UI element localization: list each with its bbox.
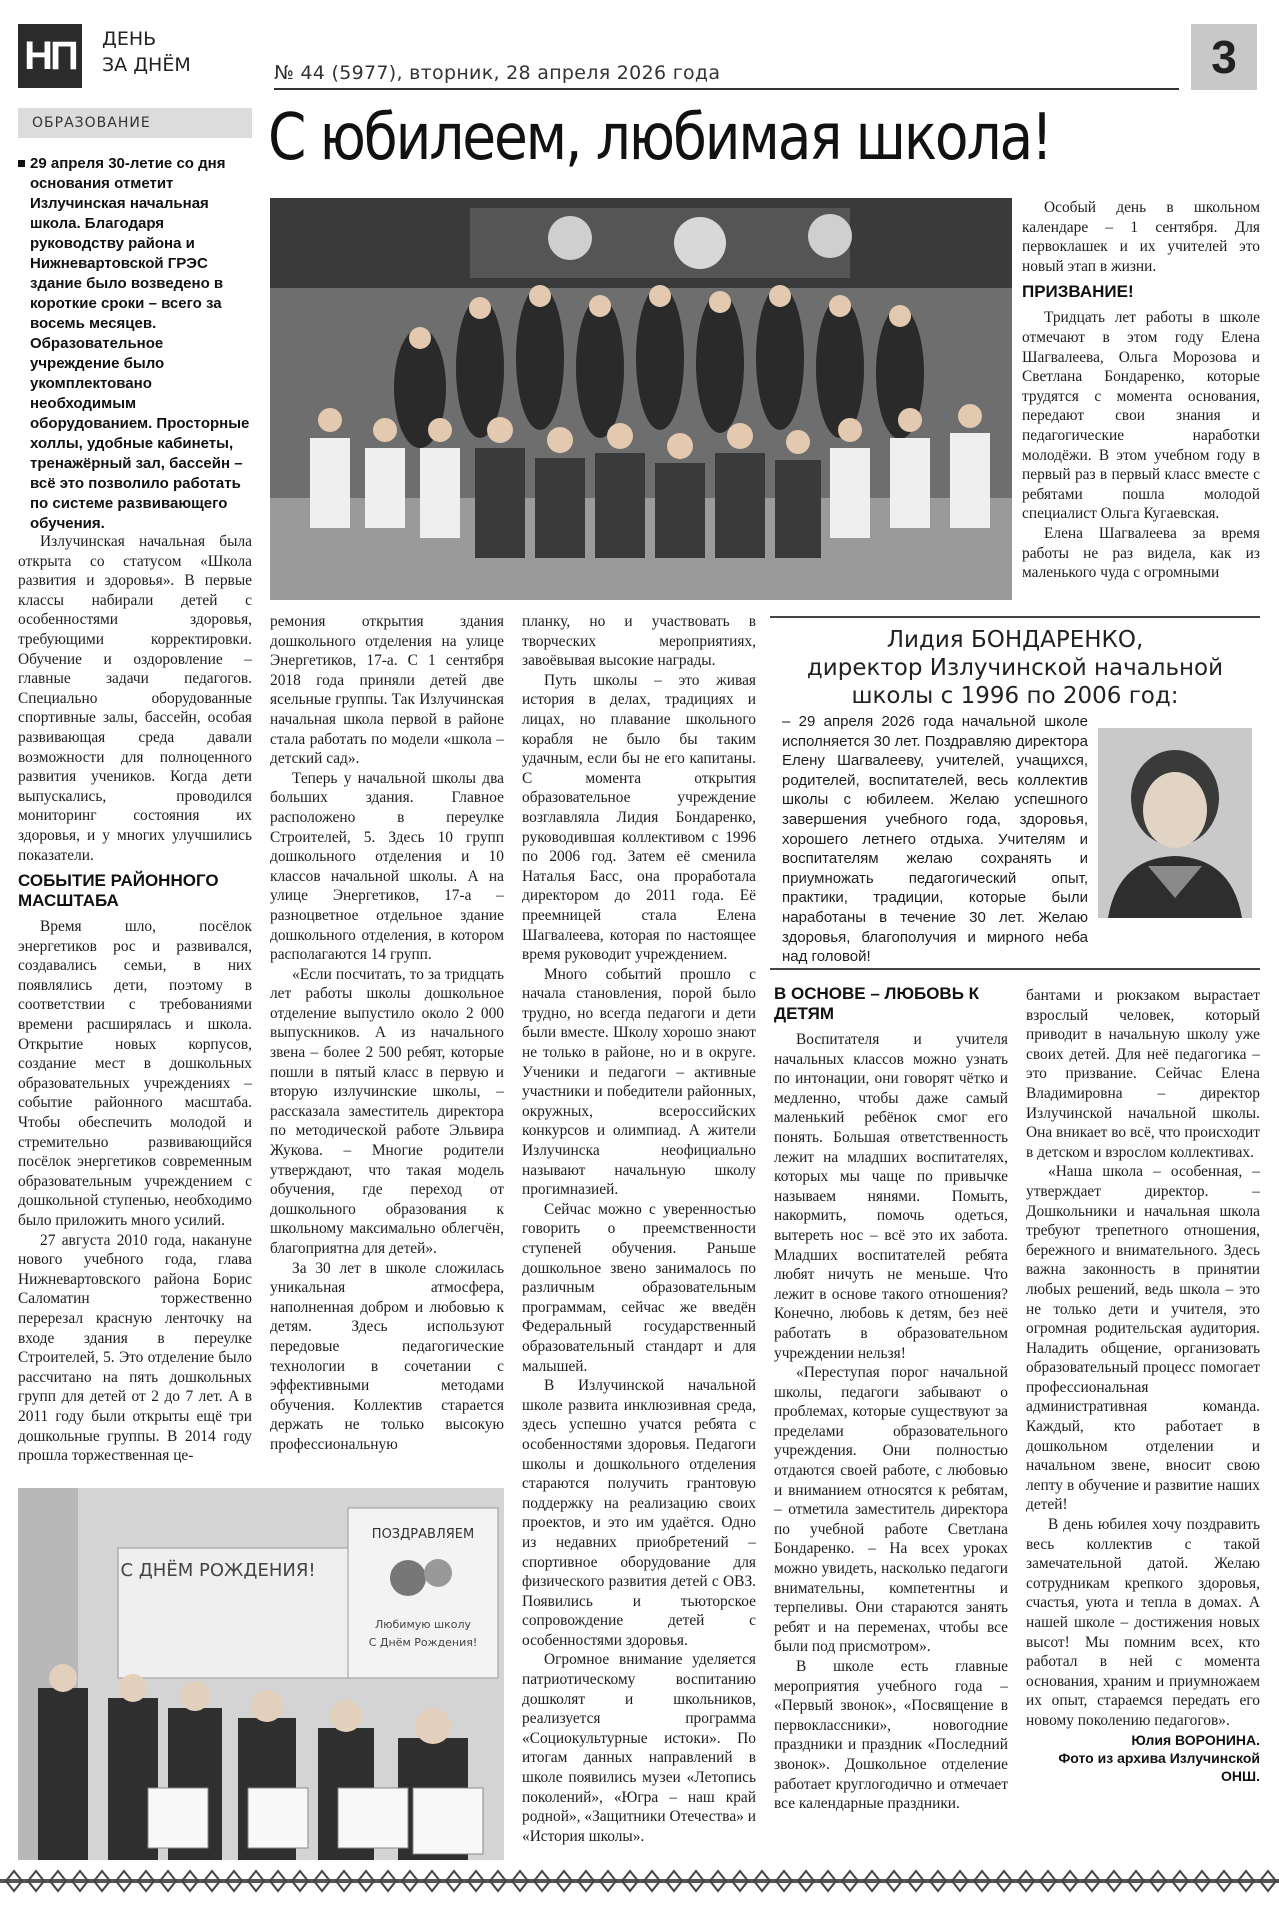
paragraph: бантами и рюкзаком вырастает взрослый человек, который приводит в начальную школу уже своих детей. Для неё педагогика – это призвание. Сейчас Елена Владимировна – директор Излучинской начальной школы. Она вникает во всё, что происходит в детском и взрослом коллективах. (1026, 987, 1260, 1161)
main-photo (270, 198, 1012, 600)
column-5-bottom (1026, 986, 1260, 1785)
poster-right-title: ПОЗДРАВЛЯЕМ (371, 1527, 475, 1542)
paragraph: Теперь у начальной школы два больших здания. Главное расположено в переулке Строителей, 5. Здесь 10 групп дошкольного отделения и 10 классов начальной школы. А на улице Энергетиков, 17-а – разноцветное отдельное здание дошкольного отделения, в котором располагаются 14 групп. (270, 769, 504, 964)
paragraph: Время шло, посёлок энергетиков рос и развивался, создавались семьи, в них появлялись дети, поэтому в соответствии с требованиями времени расширялась и школа. Открытие новых корпусов, создание мест в дошкольных образовательных учреждениях – событие районного масштаба. Чтобы обеспечить молодой и стремительно развивающийся посёлок энергетиков современным образовательным учреждением с дошкольной ступенью, необходимо было приложить много усилий. (18, 918, 252, 1229)
paragraph: Особый день в школьном календаре – 1 сентября. Для первоклашек и их учителей это новый этап в жизни. (1022, 199, 1260, 275)
portrait-image (1098, 728, 1252, 918)
photo-credit: Фото из архива Излучинской ОНШ. (1058, 1749, 1260, 1784)
paragraph: Много событий прошло с начала становления, порой было трудно, но всегда педагоги и дети были вместе. Школу хорошо знают не только в районе, но и в округе. Ученики и педагоги – активные участники и победители районных, окружных, всероссийских конкурсов и олимпиад. А жители Излучинска неофициально называют начальную школу прогимназией. (522, 965, 756, 1199)
page-number: 3 (1191, 24, 1257, 90)
newspaper-logo: НП (18, 24, 82, 88)
paragraph: Воспитателя и учителя начальных классов можно узнать по интонации, они говорят чётко и медленно, чтобы даже самый маленький ребёнок смог его понять. Большая ответственность лежит на младших воспитателях, которых мы чаще по привычке называем нянями. Помыть, накормить, помочь одеться, вытереть нос – всё это их забота. Младших воспитателей ребята любят ничуть не меньше. Что лежит в основе такого отношения? Конечно, любовь к детям, без неё работать в образовательном учреждении нельзя! (774, 1031, 1008, 1362)
subheading: ПРИЗВАНИЕ! (1022, 282, 1134, 302)
column-5-top (1022, 198, 1260, 583)
column-4 (774, 978, 1008, 1814)
column-3 (522, 612, 756, 1846)
paragraph: «Наша школа – особенная, – утверждает директор. – Дошкольники и начальная школа требуют трепетного отношения, бережного и внимательного. Здесь важна законность в принятии любых решений, ведь школа – это не только дети и учителя, это огромная родительская аудитория. Наладить общение, организовать образовательный процесс помогает профессиональная административная команда. Каждый, кто работает в дошкольном отделении и начальном звене, вносит свою лепту в обучение и развитие наших детей! (1026, 1163, 1260, 1514)
children-with-posters-image (18, 1488, 504, 1860)
paragraph: Тридцать лет работы в школе отмечают в этом году Елена Шагвалеева, Ольга Морозова и Светлана Бондаренко, которые трудятся с момента основания, передают свои знания и педагогические наработки молодёжи. В этом учебном году в первый раз в первый класс вместе с ребятами пошла молодой специалист Ольга Кугаевская. (1022, 309, 1260, 523)
paragraph: В день юбилея хочу поздравить весь коллектив с такой замечательной датой. Желаю сотрудникам крепкого здоровья, счастья, уюта и тепла в домах. А нашей школе – достижения новых высот! Мы помним всех, кто работал в ней с момента основания, храним и приумножаем их опыт, стараемся передать его новому поколению педагогов». (1026, 1516, 1260, 1729)
ornament-pattern-icon (0, 1868, 1279, 1894)
portrait-photo (1098, 728, 1252, 918)
column-2 (270, 612, 504, 1455)
rubric-label (102, 26, 222, 78)
rubric-line-2: ЗА ДНЁМ (102, 54, 191, 76)
section-label: ОБРАЗОВАНИЕ (18, 108, 252, 138)
poster-left-text: С ДНЁМ РОЖДЕНИЯ! (120, 1560, 316, 1581)
paragraph: За 30 лет в школе сложилась уникальная атмосфера, наполненная добром и любовью к детям. Здесь используют передовые педагогические технологии в сочетании с эффективными методами обучения. Коллектив старается держать не только высокую профессиональную (270, 1259, 504, 1453)
subheading: СОБЫТИЕ РАЙОННОГО МАСШТАБА (18, 871, 219, 911)
quote-bottom-rule (770, 968, 1260, 970)
paragraph: Елена Шагвалеева за время работы не раз видела, как из маленького чуда с огромными (1022, 524, 1260, 582)
subheading: В ОСНОВЕ – ЛЮБОВЬ К ДЕТЯМ (774, 984, 980, 1023)
author-credit: Юлия ВОРОНИНА. (1131, 1731, 1260, 1748)
issue-info: № 44 (5977), вторник, 28 апреля 2026 года (274, 62, 721, 84)
column-1 (18, 532, 252, 1466)
group-photo-image (270, 198, 1012, 600)
bottom-ornament (0, 1868, 1279, 1894)
paragraph: Сейчас можно с уверенностью говорить о преемственности ступеней обучения. Раньше дошкольное звено занималось по различным образовательным программам, сейчас же введён Федеральный государственный образовательный стандарт и для малышей. (522, 1200, 756, 1375)
paragraph: «Переступая порог начальной школы, педагоги забывают о проблемах, которые существуют за пределами образовательного учреждения. Они полностью отдаются своей работе, с любовью и вниманием относятся к ребятам, – отметила заместитель директора по учебной работе Светлана Бондаренко. – На всех уроках можно увидеть, насколько педагоги внимательны, компетентны и терпеливы. Они стараются занять ребят и на переменах, чтобы все были под присмотром». (774, 1364, 1008, 1656)
article-headline: С юбилеем, любимая школа! (268, 101, 1051, 175)
quote-author-title-2: школы с 1996 по 2006 год: (851, 683, 1179, 709)
paragraph: планку, но и участвовать в творческих мероприятиях, завоёвывая высокие награды. (522, 613, 756, 670)
article-lead: 29 апреля 30-летие со дня основания отметит Излучинская начальная школа. Благодаря руководству района и Нижневартовской ГРЭС здание было возведено в короткие сроки – всего за восемь месяцев. Образовательное учреждение было укомплектовано необходимым оборудованием. Просторные холлы, удобные кабинеты, тренажёрный зал, бассейн – всё это позволило работать по системе развивающего обучения. (30, 155, 250, 532)
quote-top-rule (770, 616, 1260, 618)
quote-text: – 29 апреля 2026 года начальной школе исполняется 30 лет. Поздравляю директора Елену Шагвалееву, учителей, учащихся, родителей, воспитателей, весь коллектив школы с юбилеем. Желаю успешного завершения учебного года, здоровья, хорошего летнего отдыха. Учителям и воспитателям желаю сохранять и приумножать педагогический опыт, практики, традиции, которые были наработаны в течение 30 лет. Желаю здоровья, благополучия и мирного неба над головой! (782, 713, 1088, 966)
poster-right-line-2: Любимую школу (374, 1618, 472, 1631)
quote-author-name: Лидия БОНДАРЕНКО, (886, 627, 1144, 653)
paragraph: ремония открытия здания дошкольного отделения на улице Энергетиков, 17-а. С 1 сентября 2018 года приняли детей две ясельные группы. Так Излучинская начальная школа первой в районе стала работать по модели «школа – детский сад». (270, 613, 504, 768)
paragraph: 27 августа 2010 года, накануне нового учебного года, глава Нижневартовского района Борис Саломатин торжественно перерезал красную ленточку на входе здания в переулке Строителей, 5. Это отделение было рассчитано на пять дошкольных групп для детей от 2 до 7 лет. А в 2011 году были открыты ещё три дошкольные группы. В 2014 году прошла торжественная це- (18, 1231, 252, 1465)
paragraph: В школе есть главные мероприятия учебного года – «Первый звонок», «Посвящение в первоклассники», новогодние праздники и праздник «Последний звонок». Дошкольное отделение работает круглогодично и отмечает все календарные праздники. (774, 1658, 1008, 1813)
children-photo (18, 1488, 504, 1860)
rubric-line-1: ДЕНЬ (102, 28, 157, 50)
paragraph: «Если посчитать, то за тридцать лет работы школы дошкольное отделение выпустило около 2 000 выпускников. А из начального звена – более 2 500 ребят, которые пошли в пятый класс в первую и вторую излучинские школы, – рассказала заместитель директора по методической работе Эльвира Жукова. – Многие родители утверждают, что такая модель обучения, где переход от дошкольного образования к школьному максимально облегчён, благоприятна для детей». (270, 965, 504, 1257)
paragraph: В Излучинской начальной школе развита инклюзивная среда, здесь успешно учатся ребята с особенностями здоровья. Педагоги школы и дошкольного отделения стараются получить грантовую поддержку на реализацию своих проектов, и это им удаётся. Одно из недавних приобретений – спортивное оборудование для физического развития детей с ОВЗ. Появились и тьюторское сопровождение детей с особенностями здоровья. (522, 1377, 756, 1649)
paragraph: Путь школы – это живая история в делах, традициях и лицах, но плавание школьного корабля не было бы таким удачным, если бы не его капитаны. С момента открытия образовательное учреждение возглавляла Лидия Бондаренко, руководившая коллективом с 1996 по 2006 год. Затем её сменила Наталья Басс, она проработала директором до 2011 года. Её преемницей стала Елена Шагвалеева, которая по настоящее время руководит учреждением. (522, 671, 756, 964)
paragraph: Огромное внимание уделяется патриотическому воспитанию дошколят и школьников, реализуется программа «Социокультурные истоки». По итогам данных направлений в школе появились музеи «Летопись поколений», «Югра – наш край родной», «Защитники Отечества» и «История школы». (522, 1651, 756, 1845)
quote-author-title-1: директор Излучинской начальной (806, 655, 1224, 681)
paragraph: Излучинская начальная была открыта со статусом «Школа развития и здоровья». В первые классы набирали детей с особенностями здоровья, требующими корректировки. Обучение и оздоровление – главные задачи педагогов. Специально оборудованные спортивные залы, бассейн, особая развивающая среда давали возможности для полноценного развития учеников. Когда дети выпускались, проводился мониторинг состояния их здоровья, и у многих улучшились показатели. (18, 533, 252, 864)
lead-bullet-icon (18, 160, 25, 167)
poster-right-line-3: С Днём Рождения! (368, 1636, 478, 1649)
header-divider (274, 88, 1179, 90)
quote-heading (770, 626, 1260, 710)
